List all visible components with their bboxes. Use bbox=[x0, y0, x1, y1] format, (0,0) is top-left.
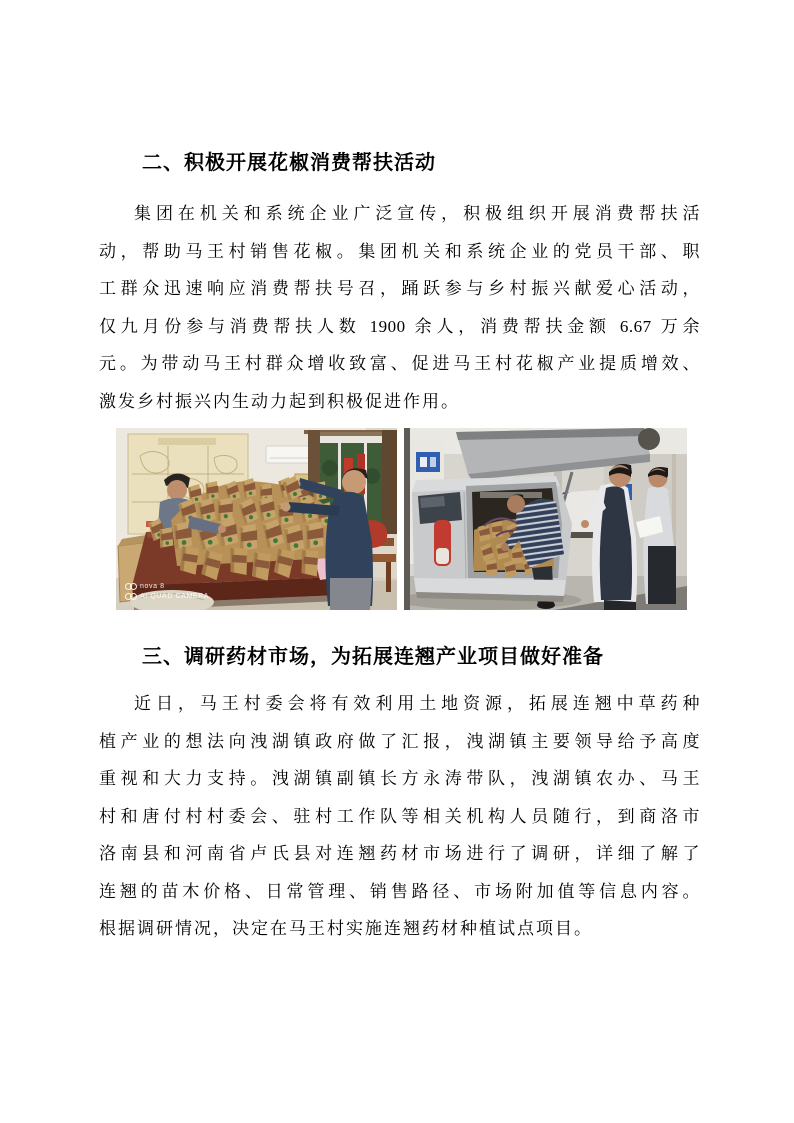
text-line: 动，帮助马王村销售花椒。集团机关和系统企业的党员干部、职 bbox=[99, 241, 700, 261]
text-line: 仅九月份参与消费帮扶人数 1900 余人，消费帮扶金额 6.67 万余 bbox=[99, 316, 700, 336]
section-2-heading: 二、积极开展花椒消费帮扶活动 bbox=[142, 152, 436, 174]
section-3-paragraph bbox=[99, 685, 700, 948]
text-line: 元。为带动马王村群众增收致富、促进马王村花椒产业提质增效、 bbox=[99, 354, 700, 373]
camera-watermark bbox=[125, 581, 209, 601]
photo-row bbox=[116, 428, 700, 610]
text-line: 洛南县和河南省卢氏县对连翘药材市场进行了调研，详细了解了 bbox=[99, 844, 700, 863]
van-loading-illustration bbox=[404, 428, 687, 610]
watermark-text-line1: nova 8 bbox=[140, 582, 165, 590]
photo-van-loading bbox=[404, 428, 687, 610]
text-line: 村和唐付村村委会、驻村工作队等相关机构人员随行，到商洛市 bbox=[99, 806, 700, 826]
text-line: 集团在机关和系统企业广泛宣传，积极组织开展消费帮扶活 bbox=[134, 204, 700, 223]
section-3-heading: 三、调研药材市场，为拓展连翘产业项目做好准备 bbox=[142, 646, 604, 668]
photo-packing-kraft-bags bbox=[116, 428, 397, 610]
text-line: 连翘的苗木价格、日常管理、销售路径、市场附加值等信息内容。 bbox=[99, 881, 700, 901]
section-2-paragraph bbox=[99, 195, 700, 420]
nova-logo-icon bbox=[125, 583, 137, 590]
nova-logo-icon bbox=[125, 593, 137, 600]
watermark-text-line2: AI QUAD CAMERA bbox=[140, 592, 210, 600]
text-line: 近日，马王村委会将有效利用土地资源，拓展连翘中草药种 bbox=[134, 694, 700, 713]
document-content bbox=[99, 0, 700, 948]
text-line: 工群众迅速响应消费帮扶号召，踊跃参与乡村振兴献爱心活动， bbox=[99, 279, 700, 298]
text-line: 激发乡村振兴内生动力起到积极促进作用。 bbox=[99, 391, 460, 411]
text-line: 根据调研情况，决定在马王村实施连翘药材种植试点项目。 bbox=[99, 919, 593, 938]
text-line: 植产业的想法向洩湖镇政府做了汇报，洩湖镇主要领导给予高度 bbox=[99, 731, 700, 751]
text-line: 重视和大力支持。洩湖镇副镇长方永涛带队，洩湖镇农办、马王 bbox=[99, 769, 700, 788]
